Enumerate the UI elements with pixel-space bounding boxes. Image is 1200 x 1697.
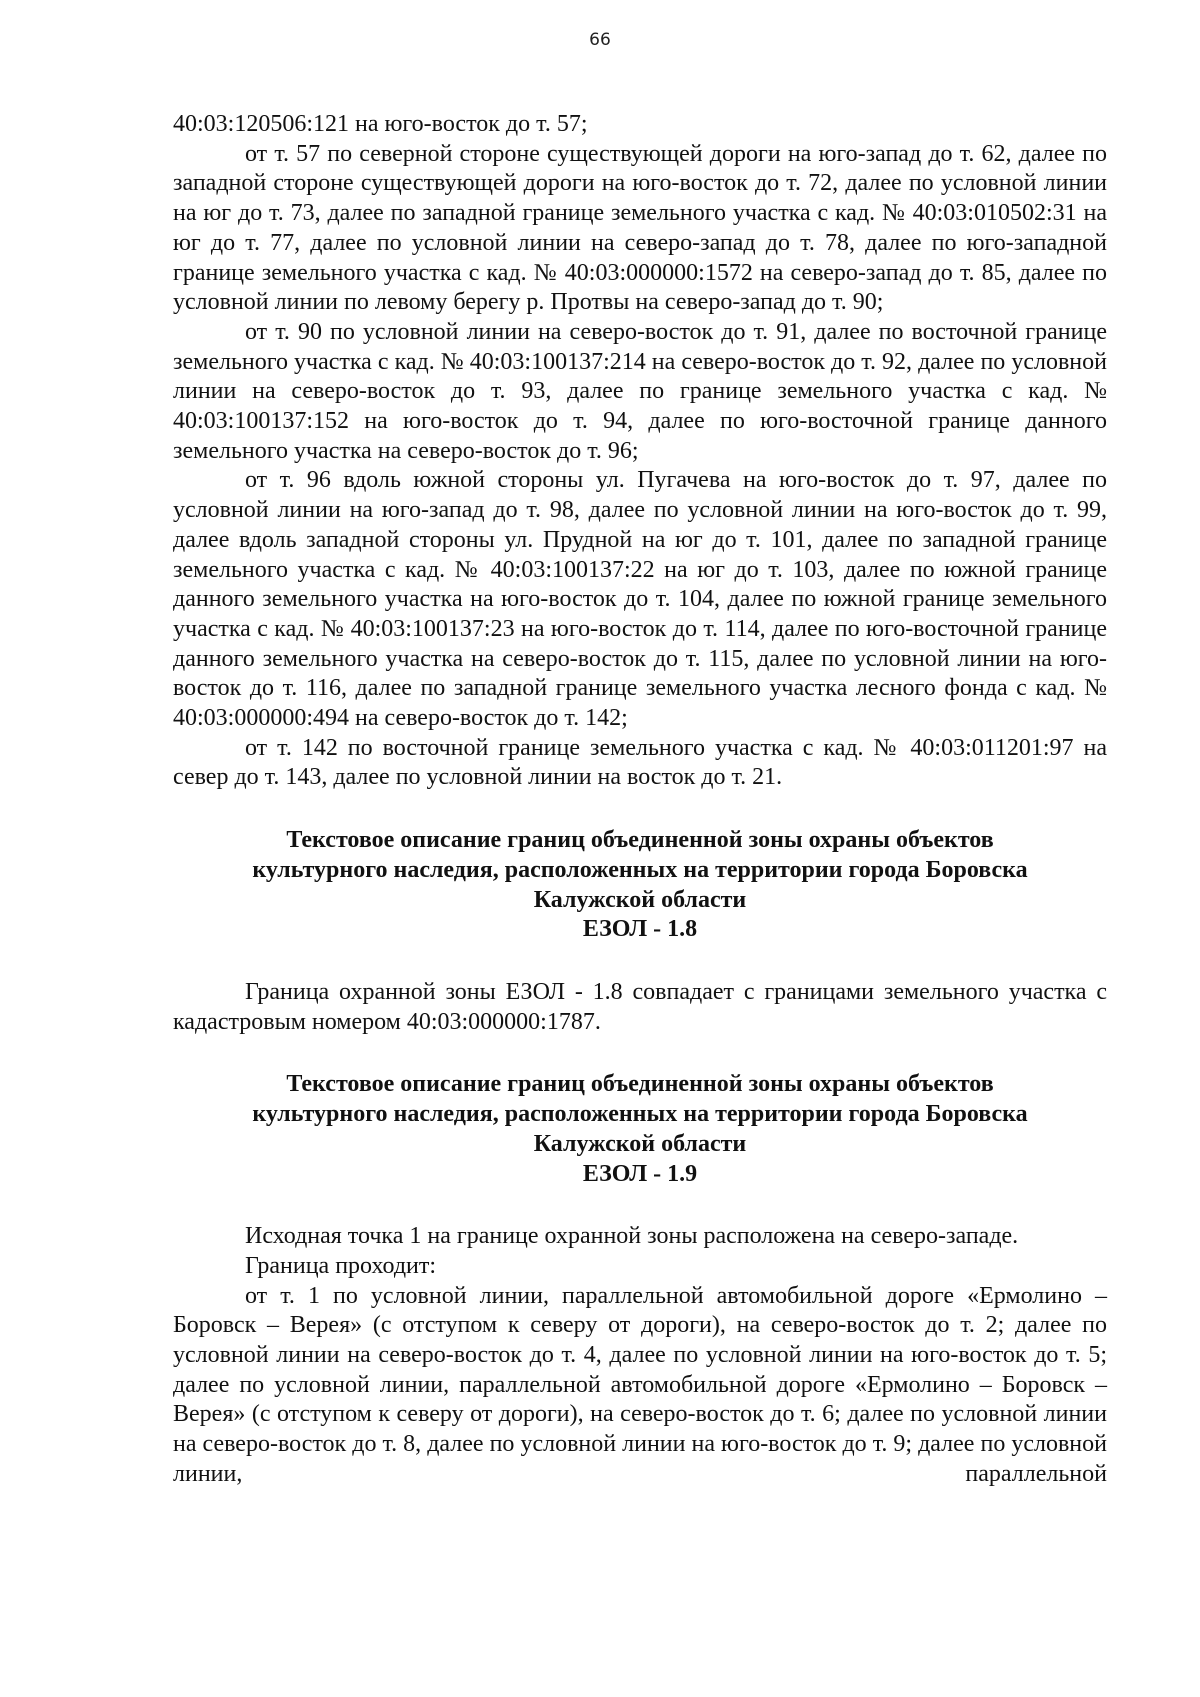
document-body [173, 110, 1107, 1490]
paragraph-points-142-21: от т. 142 по восточной границе земельного участка с кад. № 40:03:011201:97 на север до т. 143, далее по условной линии на восток до т. 21. [173, 734, 1107, 791]
heading-zone-code: ЕЗОЛ - 1.8 [582, 916, 698, 943]
heading-line: культурного наследия, расположенных на территории города Боровска [252, 856, 1028, 883]
boundary-intro: Граница проходит: [245, 1252, 437, 1279]
heading-line: Текстовое описание границ объединенной зоны охраны объектов [286, 1071, 994, 1098]
page-number: 66 [589, 30, 611, 50]
paragraph-points-1-9: от т. 1 по условной линии, параллельной автомобильной дороге «Ермолино – Боровск – Верея» (с отступом к северу от дороги), на северо-восток до т. 2; далее по условной линии на северо-восток до т. 4, далее по условной линии на юго-восток до т. 5; далее по условной линии, параллельной автомобильной дороге «Ермолино – Боровск – Верея» (с отступом к северу от дороги), на северо-восток до т. 6; далее по условной линии на северо-восток до т. 8, далее по условной линии на юго-восток до т. 9; далее по условной линии, параллельной [173, 1282, 1107, 1487]
paragraph-points-96-142: от т. 96 вдоль южной стороны ул. Пугачева на юго-восток до т. 97, далее по условной линии на юго-запад до т. 98, далее по условной линии на юго-восток до т. 99, далее вдоль западной стороны ул. Прудной на юг до т. 101, далее по западной границе земельного участка с кад. № 40:03:100137:22 на юг до т. 103, далее по южной границе данного земельного участка на юго-восток до т. 104, далее по южной границе земельного участка с кад. № 40:03:100137:23 на юго-восток до т. 114, далее по юго-восточной границе данного земельного участка на северо-восток до т. 115, далее по условной линии на юго-восток до т. 116, далее по западной границе земельного участка лесного фонда с кад. № 40:03:000000:494 на северо-восток до т. 142; [173, 467, 1107, 732]
heading-line: Калужской области [533, 886, 747, 913]
paragraph-ezol-1-8: Граница охранной зоны ЕЗОЛ - 1.8 совпадает с границами земельного участка с кадастровым номером 40:03:000000:1787. [173, 978, 1107, 1035]
continuation-line: 40:03:120506:121 на юго-восток до т. 57; [173, 111, 588, 137]
heading-line: Текстовое описание границ объединенной зоны охраны объектов [286, 827, 994, 854]
heading-line: культурного наследия, расположенных на территории города Боровска [252, 1101, 1028, 1128]
start-point-line: Исходная точка 1 на границе охранной зоны расположена на северо-западе. [245, 1223, 1019, 1250]
heading-line: Калужской области [533, 1130, 747, 1157]
heading-zone-code: ЕЗОЛ - 1.9 [582, 1160, 698, 1187]
heading-ezol-1-8 [173, 826, 1107, 945]
paragraph-points-57-90: от т. 57 по северной стороне существующей дороги на юго-запад до т. 62, далее по западной стороне существующей дороги на юго-восток до т. 72, далее по условной линии на юг до т. 73, далее по западной границе земельного участка с кад. № 40:03:010502:31 на юг до т. 77, далее по условной линии на северо-запад до т. 78, далее по юго-западной границе земельного участка с кад. № 40:03:000000:1572 на северо-запад до т. 85, далее по условной линии по левому берегу р. Протвы на северо-запад до т. 90; [173, 140, 1107, 316]
paragraph-points-90-96: от т. 90 по условной линии на северо-восток до т. 91, далее по восточной границе земельного участка с кад. № 40:03:100137:214 на северо-восток до т. 92, далее по условной линии на северо-восток до т. 93, далее по границе земельного участка с кад. № 40:03:100137:152 на юго-восток до т. 94, далее по юго-восточной границе данного земельного участка на северо-восток до т. 96; [173, 318, 1107, 464]
heading-ezol-1-9 [173, 1070, 1107, 1189]
